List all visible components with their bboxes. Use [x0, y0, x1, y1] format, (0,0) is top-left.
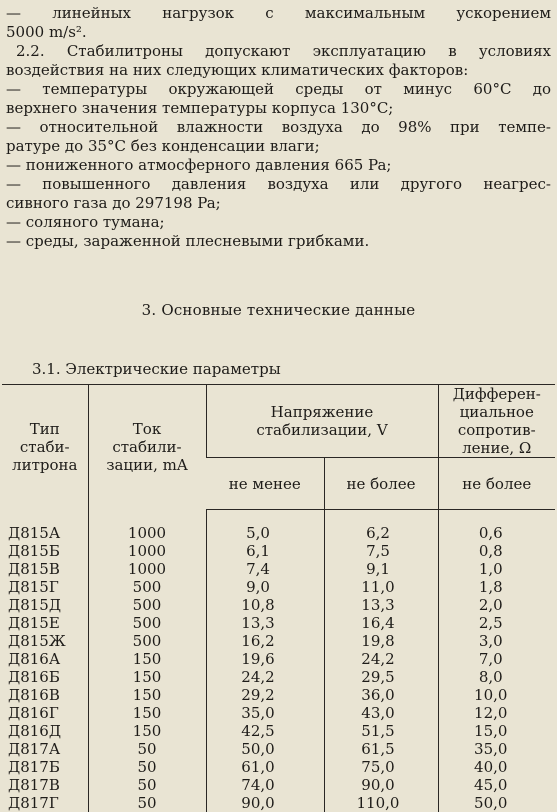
cell-type: Д816Д [2, 722, 88, 740]
cell-vmax: 110,0 [324, 794, 438, 812]
cell-current: 50 [88, 794, 206, 812]
text-line: 5000 m/s². [6, 23, 551, 42]
cell-current: 1000 [88, 560, 206, 578]
text-line: 2.2. Стабилитроны допускают эксплуатацию в условиях [6, 42, 551, 61]
header-resistance: Дифферен- циальное сопротив- ление, Ω [438, 385, 555, 458]
cell-current: 150 [88, 686, 206, 704]
cell-vmin: 29,2 [206, 686, 324, 704]
header-rmax: не более [438, 458, 555, 510]
cell-vmax: 7,5 [324, 542, 438, 560]
cell-vmin: 61,0 [206, 758, 324, 776]
cell-resistance: 3,0 [438, 632, 555, 650]
table-row [2, 740, 555, 758]
cell-resistance: 1,8 [438, 578, 555, 596]
cell-type: Д816В [2, 686, 88, 704]
cell-vmin: 74,0 [206, 776, 324, 794]
header-voltage: Напряжение стабилизации, V [206, 385, 438, 458]
cell-vmax: 6,2 [324, 510, 438, 543]
cell-current: 1000 [88, 542, 206, 560]
cell-vmin: 35,0 [206, 704, 324, 722]
text-line: ратуре до 35°C без конденсации влаги; [6, 137, 551, 156]
cell-vmin: 42,5 [206, 722, 324, 740]
section-title: 3. Основные технические данные [0, 301, 557, 319]
cell-vmin: 50,0 [206, 740, 324, 758]
table-row [2, 668, 555, 686]
table-row [2, 776, 555, 794]
cell-resistance: 2,0 [438, 596, 555, 614]
table-row [2, 542, 555, 560]
parameters-table [2, 384, 555, 812]
cell-vmax: 16,4 [324, 614, 438, 632]
cell-current: 500 [88, 632, 206, 650]
cell-vmin: 24,2 [206, 668, 324, 686]
cell-vmax: 19,8 [324, 632, 438, 650]
cell-current: 50 [88, 758, 206, 776]
cell-type: Д816Б [2, 668, 88, 686]
cell-resistance: 0,8 [438, 542, 555, 560]
cell-current: 150 [88, 704, 206, 722]
cell-type: Д817Б [2, 758, 88, 776]
cell-current: 500 [88, 578, 206, 596]
cell-current: 500 [88, 596, 206, 614]
cell-current: 1000 [88, 510, 206, 543]
text-line: верхнего значения температуры корпуса 130°C; [6, 99, 551, 118]
text-line: воздействия на них следующих климатических факторов: [6, 61, 551, 80]
cell-resistance: 1,0 [438, 560, 555, 578]
table-row [2, 794, 555, 812]
cell-type: Д817В [2, 776, 88, 794]
text-line: — соляного тумана; [6, 213, 551, 232]
cell-vmax: 61,5 [324, 740, 438, 758]
cell-resistance: 8,0 [438, 668, 555, 686]
cell-resistance: 50,0 [438, 794, 555, 812]
cell-type: Д816Г [2, 704, 88, 722]
header-current: Ток стабили- зации, mA [88, 385, 206, 510]
cell-current: 150 [88, 668, 206, 686]
cell-type: Д816А [2, 650, 88, 668]
header-type: Тип стаби- литрона [2, 385, 88, 510]
table-row [2, 510, 555, 543]
text-line: — линейных нагрузок с максимальным ускорением [6, 4, 551, 23]
cell-resistance: 35,0 [438, 740, 555, 758]
cell-resistance: 40,0 [438, 758, 555, 776]
cell-type: Д817Г [2, 794, 88, 812]
table-row [2, 686, 555, 704]
cell-vmin: 5,0 [206, 510, 324, 543]
cell-current: 50 [88, 740, 206, 758]
cell-resistance: 12,0 [438, 704, 555, 722]
table-row [2, 560, 555, 578]
cell-current: 500 [88, 614, 206, 632]
cell-vmin: 10,8 [206, 596, 324, 614]
text-line: — относительной влажности воздуха до 98% при темпе- [6, 118, 551, 137]
cell-current: 50 [88, 776, 206, 794]
table-row [2, 578, 555, 596]
intro-text [6, 4, 551, 251]
cell-type: Д817А [2, 740, 88, 758]
cell-resistance: 45,0 [438, 776, 555, 794]
text-line: сивного газа до 297198 Pa; [6, 194, 551, 213]
cell-vmin: 16,2 [206, 632, 324, 650]
cell-type: Д815А [2, 510, 88, 543]
cell-type: Д815Б [2, 542, 88, 560]
text-line: — повышенного давления воздуха или другого неагрес- [6, 175, 551, 194]
cell-current: 150 [88, 722, 206, 740]
subsection-title: 3.1. Электрические параметры [32, 360, 281, 378]
cell-resistance: 15,0 [438, 722, 555, 740]
cell-vmax: 29,5 [324, 668, 438, 686]
cell-vmax: 24,2 [324, 650, 438, 668]
table-row [2, 596, 555, 614]
cell-type: Д815В [2, 560, 88, 578]
cell-vmin: 9,0 [206, 578, 324, 596]
cell-vmax: 51,5 [324, 722, 438, 740]
cell-vmin: 7,4 [206, 560, 324, 578]
table-row [2, 632, 555, 650]
table-row [2, 614, 555, 632]
cell-vmax: 43,0 [324, 704, 438, 722]
cell-vmin: 19,6 [206, 650, 324, 668]
table-body [2, 510, 555, 812]
cell-type: Д815Е [2, 614, 88, 632]
table-row [2, 650, 555, 668]
table-row [2, 722, 555, 740]
cell-vmax: 9,1 [324, 560, 438, 578]
cell-vmax: 11,0 [324, 578, 438, 596]
cell-type: Д815Г [2, 578, 88, 596]
table-row [2, 704, 555, 722]
cell-vmax: 90,0 [324, 776, 438, 794]
cell-resistance: 2,5 [438, 614, 555, 632]
cell-resistance: 7,0 [438, 650, 555, 668]
cell-vmax: 36,0 [324, 686, 438, 704]
text-line: — температуры окружающей среды от минус 60°C до [6, 80, 551, 99]
cell-type: Д815Ж [2, 632, 88, 650]
cell-vmax: 75,0 [324, 758, 438, 776]
cell-resistance: 0,6 [438, 510, 555, 543]
cell-vmin: 13,3 [206, 614, 324, 632]
cell-vmin: 6,1 [206, 542, 324, 560]
cell-current: 150 [88, 650, 206, 668]
text-line: — среды, зараженной плесневыми грибками. [6, 232, 551, 251]
cell-type: Д815Д [2, 596, 88, 614]
cell-resistance: 10,0 [438, 686, 555, 704]
table-row [2, 758, 555, 776]
header-vmax: не более [324, 458, 438, 510]
text-line: — пониженного атмосферного давления 665 Pa; [6, 156, 551, 175]
cell-vmin: 90,0 [206, 794, 324, 812]
cell-vmax: 13,3 [324, 596, 438, 614]
header-vmin: не менее [206, 458, 324, 510]
